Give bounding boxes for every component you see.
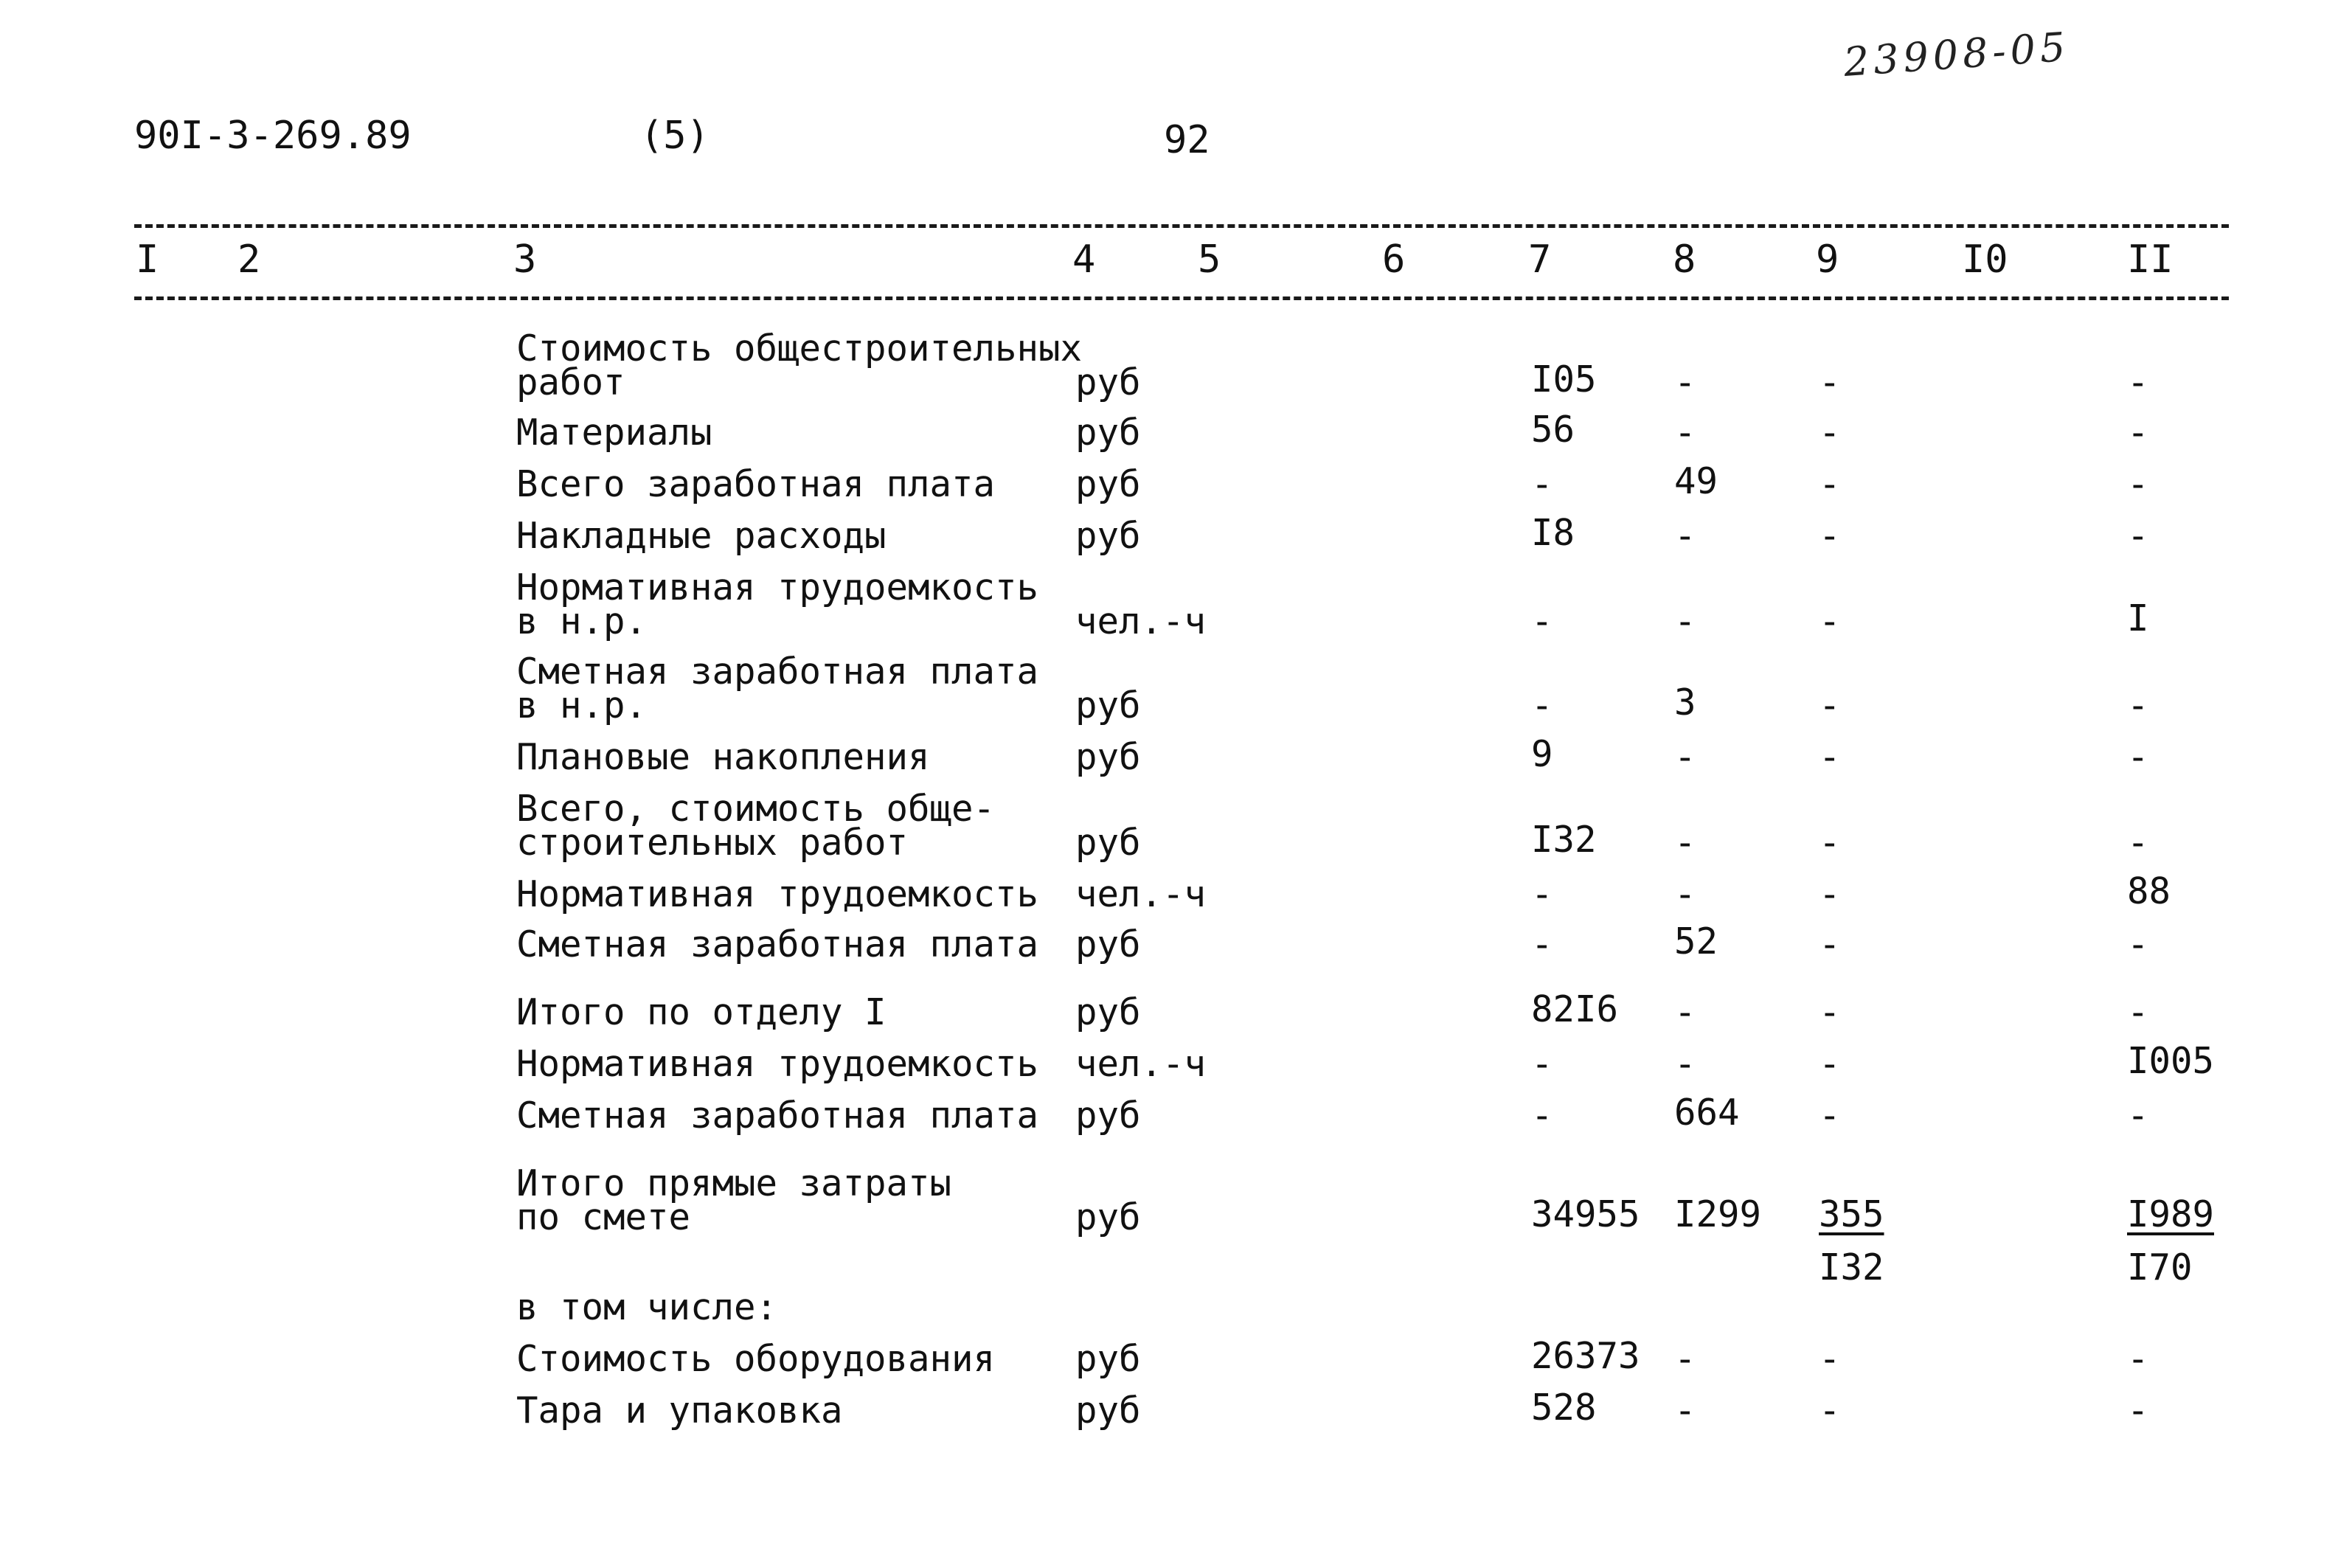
cell-col-8: 52 [1674,920,1718,962]
row-name: Всего, стоимость обще- [516,788,996,830]
cell-col-11: - [2127,463,2149,505]
row-name: Всего заработная плата [516,463,996,505]
cell-col-7: I32 [1531,819,1597,861]
cell-col-11: - [2127,1095,2149,1137]
cell-col-8: - [1674,991,1696,1033]
page-number: 92 [1164,118,1210,162]
cell-col-11-numerator: I989 [2127,1193,2215,1235]
cell-col-8: - [1674,1338,1696,1380]
cell-col-9: - [1819,600,1841,642]
document-code: 90I-3-269.89 [134,114,412,158]
column-header: I0 [1962,237,2008,282]
cell-col-7: I8 [1531,512,1575,554]
unit-cell: руб [1075,1338,1141,1380]
cell-col-9: - [1819,736,1841,778]
unit-cell: руб [1075,1390,1141,1432]
row-name: Итого прямые затраты [516,1162,952,1204]
cell-col-9: - [1819,1095,1841,1137]
cell-col-8: - [1674,873,1696,915]
row-name: Нормативная трудоемкость [516,566,1039,608]
row-name: Тара и упаковка [516,1390,843,1432]
cell-col-7: - [1531,463,1553,505]
column-header: 4 [1072,237,1096,282]
handwritten-number: 23908-05 [1842,23,2072,86]
cell-col-7: 82I6 [1531,988,1619,1030]
cell-col-9: - [1819,873,1841,915]
column-header: 3 [513,237,537,282]
unit-cell: руб [1075,463,1141,505]
cell-col-9: - [1819,361,1841,403]
row-name: Сметная заработная плата [516,651,1039,693]
unit-cell: руб [1075,1196,1141,1238]
cell-col-11: - [2127,991,2149,1033]
cell-col-11: - [2127,412,2149,454]
cell-col-9-denominator: I32 [1819,1246,1884,1288]
row-name: Стоимость общестроительных [516,327,1083,370]
cell-col-8: - [1674,1390,1696,1432]
column-header: 2 [237,237,261,282]
cell-col-8: - [1674,515,1696,557]
cell-col-11: I [2127,597,2149,639]
cell-col-7: I05 [1531,358,1597,400]
document-part: (5) [640,114,710,158]
cell-col-9: - [1819,412,1841,454]
row-name-continued: строительных работ [516,822,909,864]
cell-col-11: - [2127,1390,2149,1432]
row-name-continued: в н.р. [516,684,648,726]
cell-col-11: - [2127,1338,2149,1380]
unit-cell: руб [1075,822,1141,864]
cell-col-9: - [1819,991,1841,1033]
row-name: Нормативная трудоемкость [516,873,1039,915]
cell-col-11: - [2127,361,2149,403]
cell-col-8: - [1674,412,1696,454]
header-bottom-rule [134,296,2229,300]
unit-cell: чел.-ч [1075,600,1207,642]
row-name: Стоимость оборудования [516,1338,996,1380]
unit-cell: руб [1075,412,1141,454]
cell-col-8: 49 [1674,460,1718,502]
unit-cell: чел.-ч [1075,873,1207,915]
cell-col-8: I299 [1674,1193,1762,1235]
cell-col-8: 664 [1674,1092,1740,1134]
cell-col-11: I005 [2127,1040,2215,1082]
cell-col-8: - [1674,822,1696,864]
unit-cell: руб [1075,1095,1141,1137]
cell-col-9: - [1819,463,1841,505]
header-top-rule [134,224,2229,228]
cell-col-9-numerator: 355 [1819,1193,1884,1235]
row-name: Накладные расходы [516,515,887,557]
cell-col-9: - [1819,1338,1841,1380]
unit-cell: руб [1075,923,1141,965]
cell-col-7: - [1531,684,1553,726]
cell-col-11: - [2127,515,2149,557]
unit-cell: чел.-ч [1075,1043,1207,1085]
cell-col-7: - [1531,1095,1553,1137]
cell-col-11: - [2127,736,2149,778]
cell-col-8: - [1674,736,1696,778]
cell-col-7: 56 [1531,409,1575,451]
cell-col-9: - [1819,1043,1841,1085]
cell-col-9: - [1819,923,1841,965]
cell-col-8: - [1674,361,1696,403]
column-header: 6 [1382,237,1406,282]
cell-col-9: - [1819,684,1841,726]
unit-cell: руб [1075,684,1141,726]
cell-col-7: - [1531,873,1553,915]
unit-cell: руб [1075,515,1141,557]
cell-col-11-denominator: I70 [2127,1246,2193,1288]
cell-col-7: 9 [1531,733,1553,775]
cell-col-7: 528 [1531,1387,1597,1429]
row-name-continued: работ [516,361,625,403]
row-name: Сметная заработная плата [516,923,1039,965]
cell-col-9: - [1819,515,1841,557]
cell-col-9: - [1819,1390,1841,1432]
section-label: в том числе: [516,1286,778,1328]
row-name-continued: по смете [516,1196,691,1238]
row-name: Плановые накопления [516,736,930,778]
cell-col-7: - [1531,923,1553,965]
column-header: I [136,237,159,282]
cell-col-7: 26373 [1531,1335,1640,1377]
cell-col-8: - [1674,1043,1696,1085]
column-header: 5 [1198,237,1221,282]
row-name: Нормативная трудоемкость [516,1043,1039,1085]
cell-col-11: 88 [2127,870,2171,912]
unit-cell: руб [1075,991,1141,1033]
cell-col-8: 3 [1674,681,1696,724]
row-name-continued: в н.р. [516,600,648,642]
cell-col-9: - [1819,822,1841,864]
column-header: II [2127,237,2174,282]
cell-col-8: - [1674,600,1696,642]
cell-col-7: - [1531,600,1553,642]
cell-col-11: - [2127,684,2149,726]
row-name: Итого по отделу I [516,991,887,1033]
unit-cell: руб [1075,736,1141,778]
column-header: 7 [1528,237,1552,282]
cell-col-7: 34955 [1531,1193,1640,1235]
row-name: Материалы [516,412,712,454]
column-header: 9 [1816,237,1839,282]
unit-cell: руб [1075,361,1141,403]
column-header: 8 [1673,237,1696,282]
cell-col-7: - [1531,1043,1553,1085]
cell-col-11: - [2127,923,2149,965]
cell-col-11: - [2127,822,2149,864]
row-name: Сметная заработная плата [516,1095,1039,1137]
